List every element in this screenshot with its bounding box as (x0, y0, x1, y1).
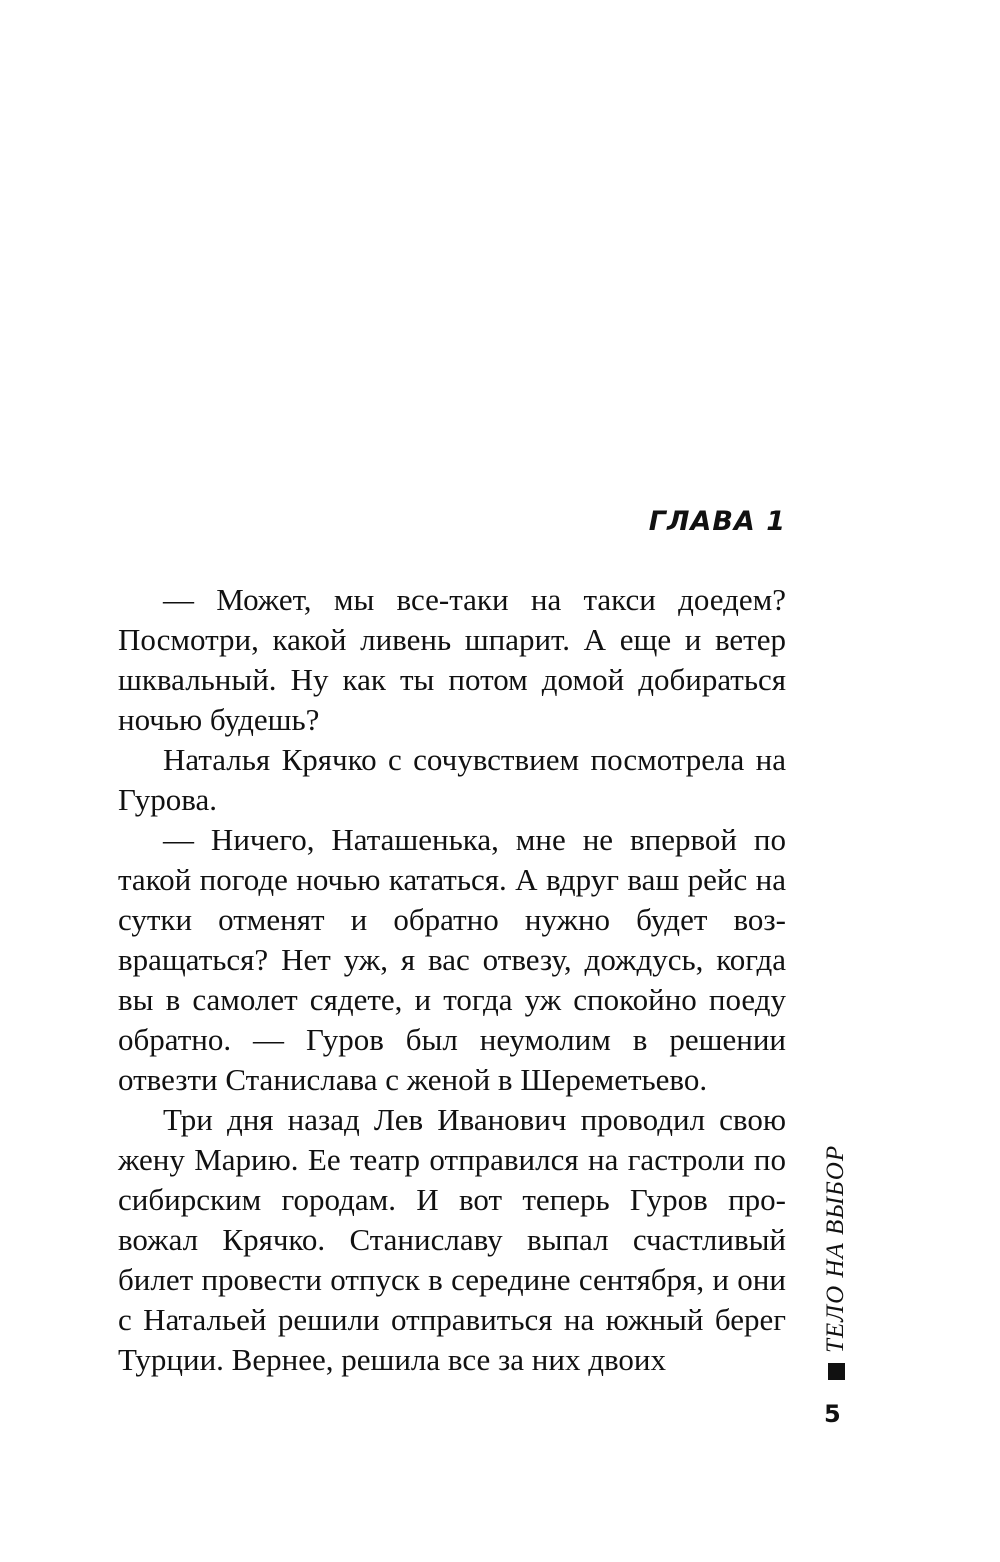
chapter-heading: ГЛАВА 1 (648, 506, 786, 537)
book-title: ТЕЛО НА ВЫБОР (822, 1144, 849, 1353)
paragraph: Три дня назад Лев Иванович проводил свою жену Марию. Ее театр отправился на гастроли по сибирским городам. И вот теперь Гуров про-вожал Крячко. Станиславу выпал счастливый билет провести отпуск в середине сентября, и они с Натальей решили отправиться на южный берег Турции. Вернее, решила все за них двоих (118, 1102, 786, 1377)
paragraph: — Ничего, Наташенька, мне не впервой по такой погоде ночью кататься. А вдруг ваш рейс на сутки отменят и обратно нужно будет воз-вращаться? Нет уж, я вас отвезу, дождусь, когда вы в самолет сядете, и тогда уж спокойно поеду обратно. — Гуров был неумолим в решении отвезти Станислава с женой в Шереметьево. (118, 822, 786, 1097)
paragraph: — Может, мы все-таки на такси доедем? Посмотри, какой ливень шпарит. А еще и ветер шквальный. Ну как ты потом домой добираться ночью будешь? (118, 582, 786, 737)
page-number: 5 (824, 1400, 841, 1428)
running-head (816, 1100, 856, 1380)
body-text (118, 580, 786, 1380)
paragraph: Наталья Крячко с сочувствием посмотрела на Гурова. (118, 742, 786, 817)
square-bullet-icon (828, 1363, 845, 1380)
